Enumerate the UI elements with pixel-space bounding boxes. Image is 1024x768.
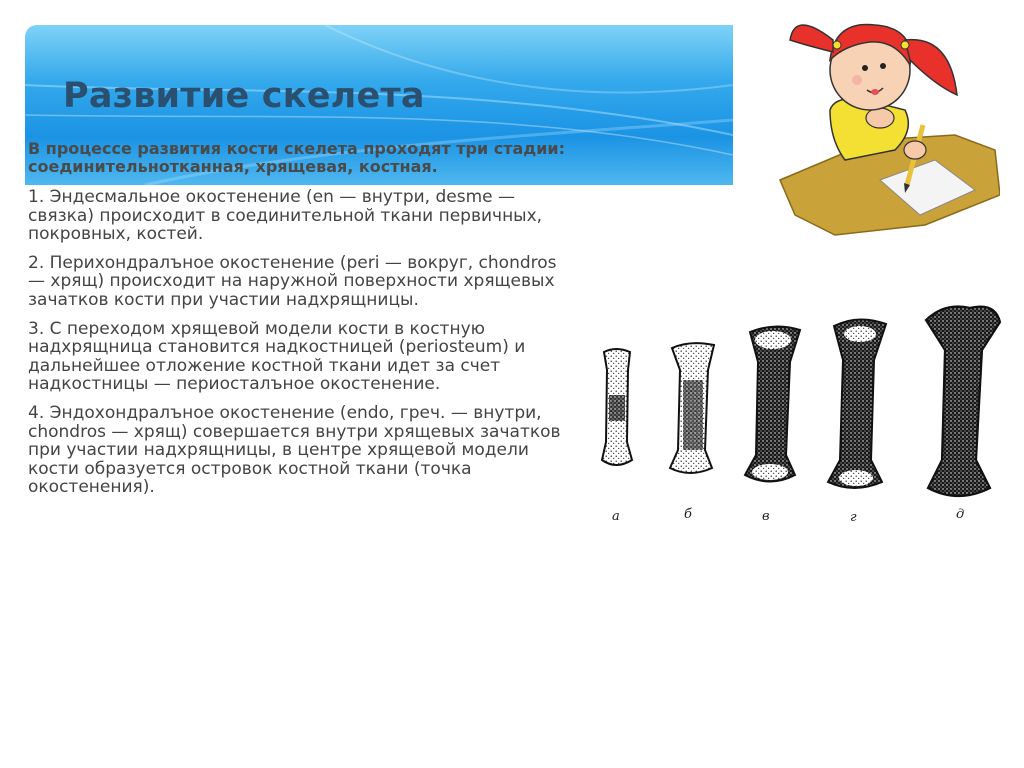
bone-d bbox=[926, 307, 1000, 497]
label-a: а bbox=[612, 509, 620, 524]
paragraph-1: 1. Эндесмальное окостенение (en — внутри, desme — связка) происходит в соединительной ткани первичных, покровных, костей. bbox=[28, 187, 543, 245]
label-b: б bbox=[684, 507, 692, 522]
body-text bbox=[28, 140, 573, 507]
page-title: Развитие скелета bbox=[63, 76, 425, 116]
label-d: д bbox=[956, 507, 965, 522]
label-g: г bbox=[850, 510, 857, 525]
girl-thinking-illustration bbox=[775, 0, 1000, 240]
label-v: в bbox=[762, 509, 770, 524]
bone-v bbox=[745, 326, 800, 481]
bone-b bbox=[670, 343, 714, 473]
intro-text: В процессе развития кости скелета проходят три стадии: соединительнотканная, хрящевая, костная. bbox=[28, 139, 566, 176]
paragraph-4: 4. Эндохондралъное окостенение (endo, греч. — внутри, chondros — хрящ) совершается внутри хрящевых зачатков при участии надхрящницы, в центре хрящевой модели кости образуется островок костной ткани (точка окостенения). bbox=[28, 402, 561, 498]
bone-a bbox=[602, 349, 632, 465]
paragraph-3: 3. С переходом хрящевой модели кости в костную надхрящница становится надкостницей (periosteum) и дальнейшее отложение костной ткани идет за счет надкостницы — периосталъное окостенение. bbox=[28, 318, 526, 395]
bone-g bbox=[828, 319, 886, 488]
bone-development-illustration bbox=[590, 300, 1010, 530]
paragraph-2: 2. Перихондралъное окостенение (peri — вокруг, chondros — хрящ) происходит на наружной поверхности хрящевых зачатков кости при участии надхрящницы. bbox=[28, 252, 557, 310]
